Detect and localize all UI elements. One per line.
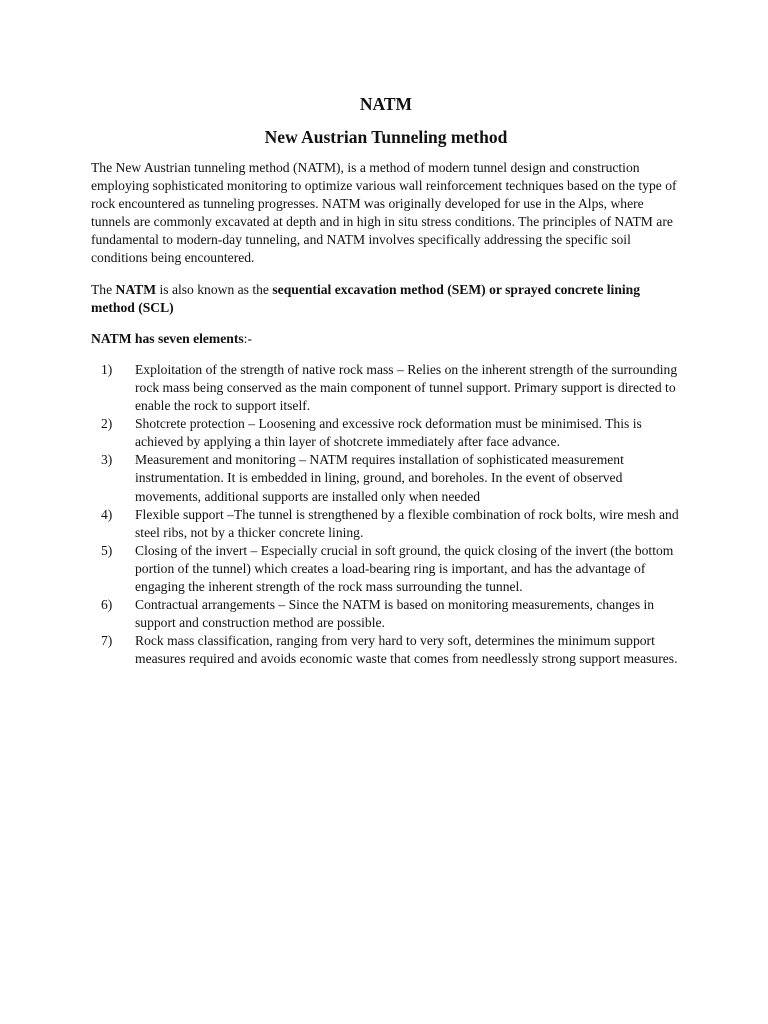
list-item-text: Measurement and monitoring – NATM requires installation of sophisticated measurement instrumentation. It is embedded in lining, ground, and boreholes. In the event of observed movements, additional supports are installed only when needed (135, 452, 624, 504)
aka-names: sequential excavation method (SEM) or sprayed concrete lining method (SCL) (91, 281, 641, 315)
list-item (91, 415, 681, 451)
list-item (91, 361, 681, 415)
elements-heading-bold: NATM has seven elements (91, 330, 244, 346)
list-item-text: Rock mass classification, ranging from very hard to very soft, determines the minimum support measures required and avoids economic waste that comes from needlessly strong support measures. (135, 633, 678, 667)
list-item-text: Closing of the invert – Especially crucial in soft ground, the quick closing of the invert (the bottom portion of the tunnel) which creates a load-bearing ring is important, and has the advantage of engaging the inherent strength of the rock mass surrounding the tunnel. (135, 542, 674, 594)
list-item-number: 2) (101, 416, 113, 432)
aka-prefix: The (91, 281, 116, 297)
document-subtitle: New Austrian Tunneling method (264, 127, 508, 147)
aka-middle: is also known as the (156, 281, 273, 297)
list-item (91, 506, 681, 542)
elements-heading (91, 330, 681, 348)
list-item-text: Exploitation of the strength of native rock mass – Relies on the inherent strength of the surrounding rock mass being conserved as the main component of tunnel support. Primary support is directed to enable the rock to support itself. (135, 361, 678, 414)
intro-paragraph: The New Austrian tunneling method (NATM), is a method of modern tunnel design and construction employing sophisticated monitoring to optimize various wall reinforcement techniques based on the type of rock encountered as tunneling progresses. NATM was originally developed for use in the Alps, where tunnels are commonly excavated at depth and in high in situ stress conditions. The principles of NATM are fundamental to modern-day tunneling, and NATM involves specifically addressing the specific soil conditions being encountered. (91, 160, 677, 266)
aka-paragraph (91, 281, 681, 317)
list-item (91, 542, 681, 596)
list-item-number: 3) (101, 452, 113, 468)
list-item (91, 596, 681, 632)
elements-list (91, 361, 681, 669)
list-item-text: Shotcrete protection – Loosening and excessive rock deformation must be minimised. This is achieved by applying a thin layer of shotcrete immediately after face advance. (135, 416, 642, 450)
list-item-number: 6) (101, 597, 113, 613)
list-item (91, 632, 681, 668)
list-item-text: Contractual arrangements – Since the NATM is based on monitoring measurements, changes in support and construction method are possible. (135, 597, 655, 631)
list-item-number: 1) (101, 361, 113, 377)
aka-term: NATM (115, 281, 157, 297)
document-title: NATM (359, 94, 413, 114)
list-item-number: 4) (101, 506, 113, 522)
list-item-number: 5) (101, 542, 113, 558)
document-page (91, 92, 681, 668)
list-item-number: 7) (101, 633, 113, 649)
list-item-text: Flexible support –The tunnel is strengthened by a flexible combination of rock bolts, wire mesh and steel ribs, not by a thicker concrete lining. (135, 506, 679, 540)
elements-heading-suffix: :- (243, 330, 252, 346)
list-item (91, 451, 681, 505)
